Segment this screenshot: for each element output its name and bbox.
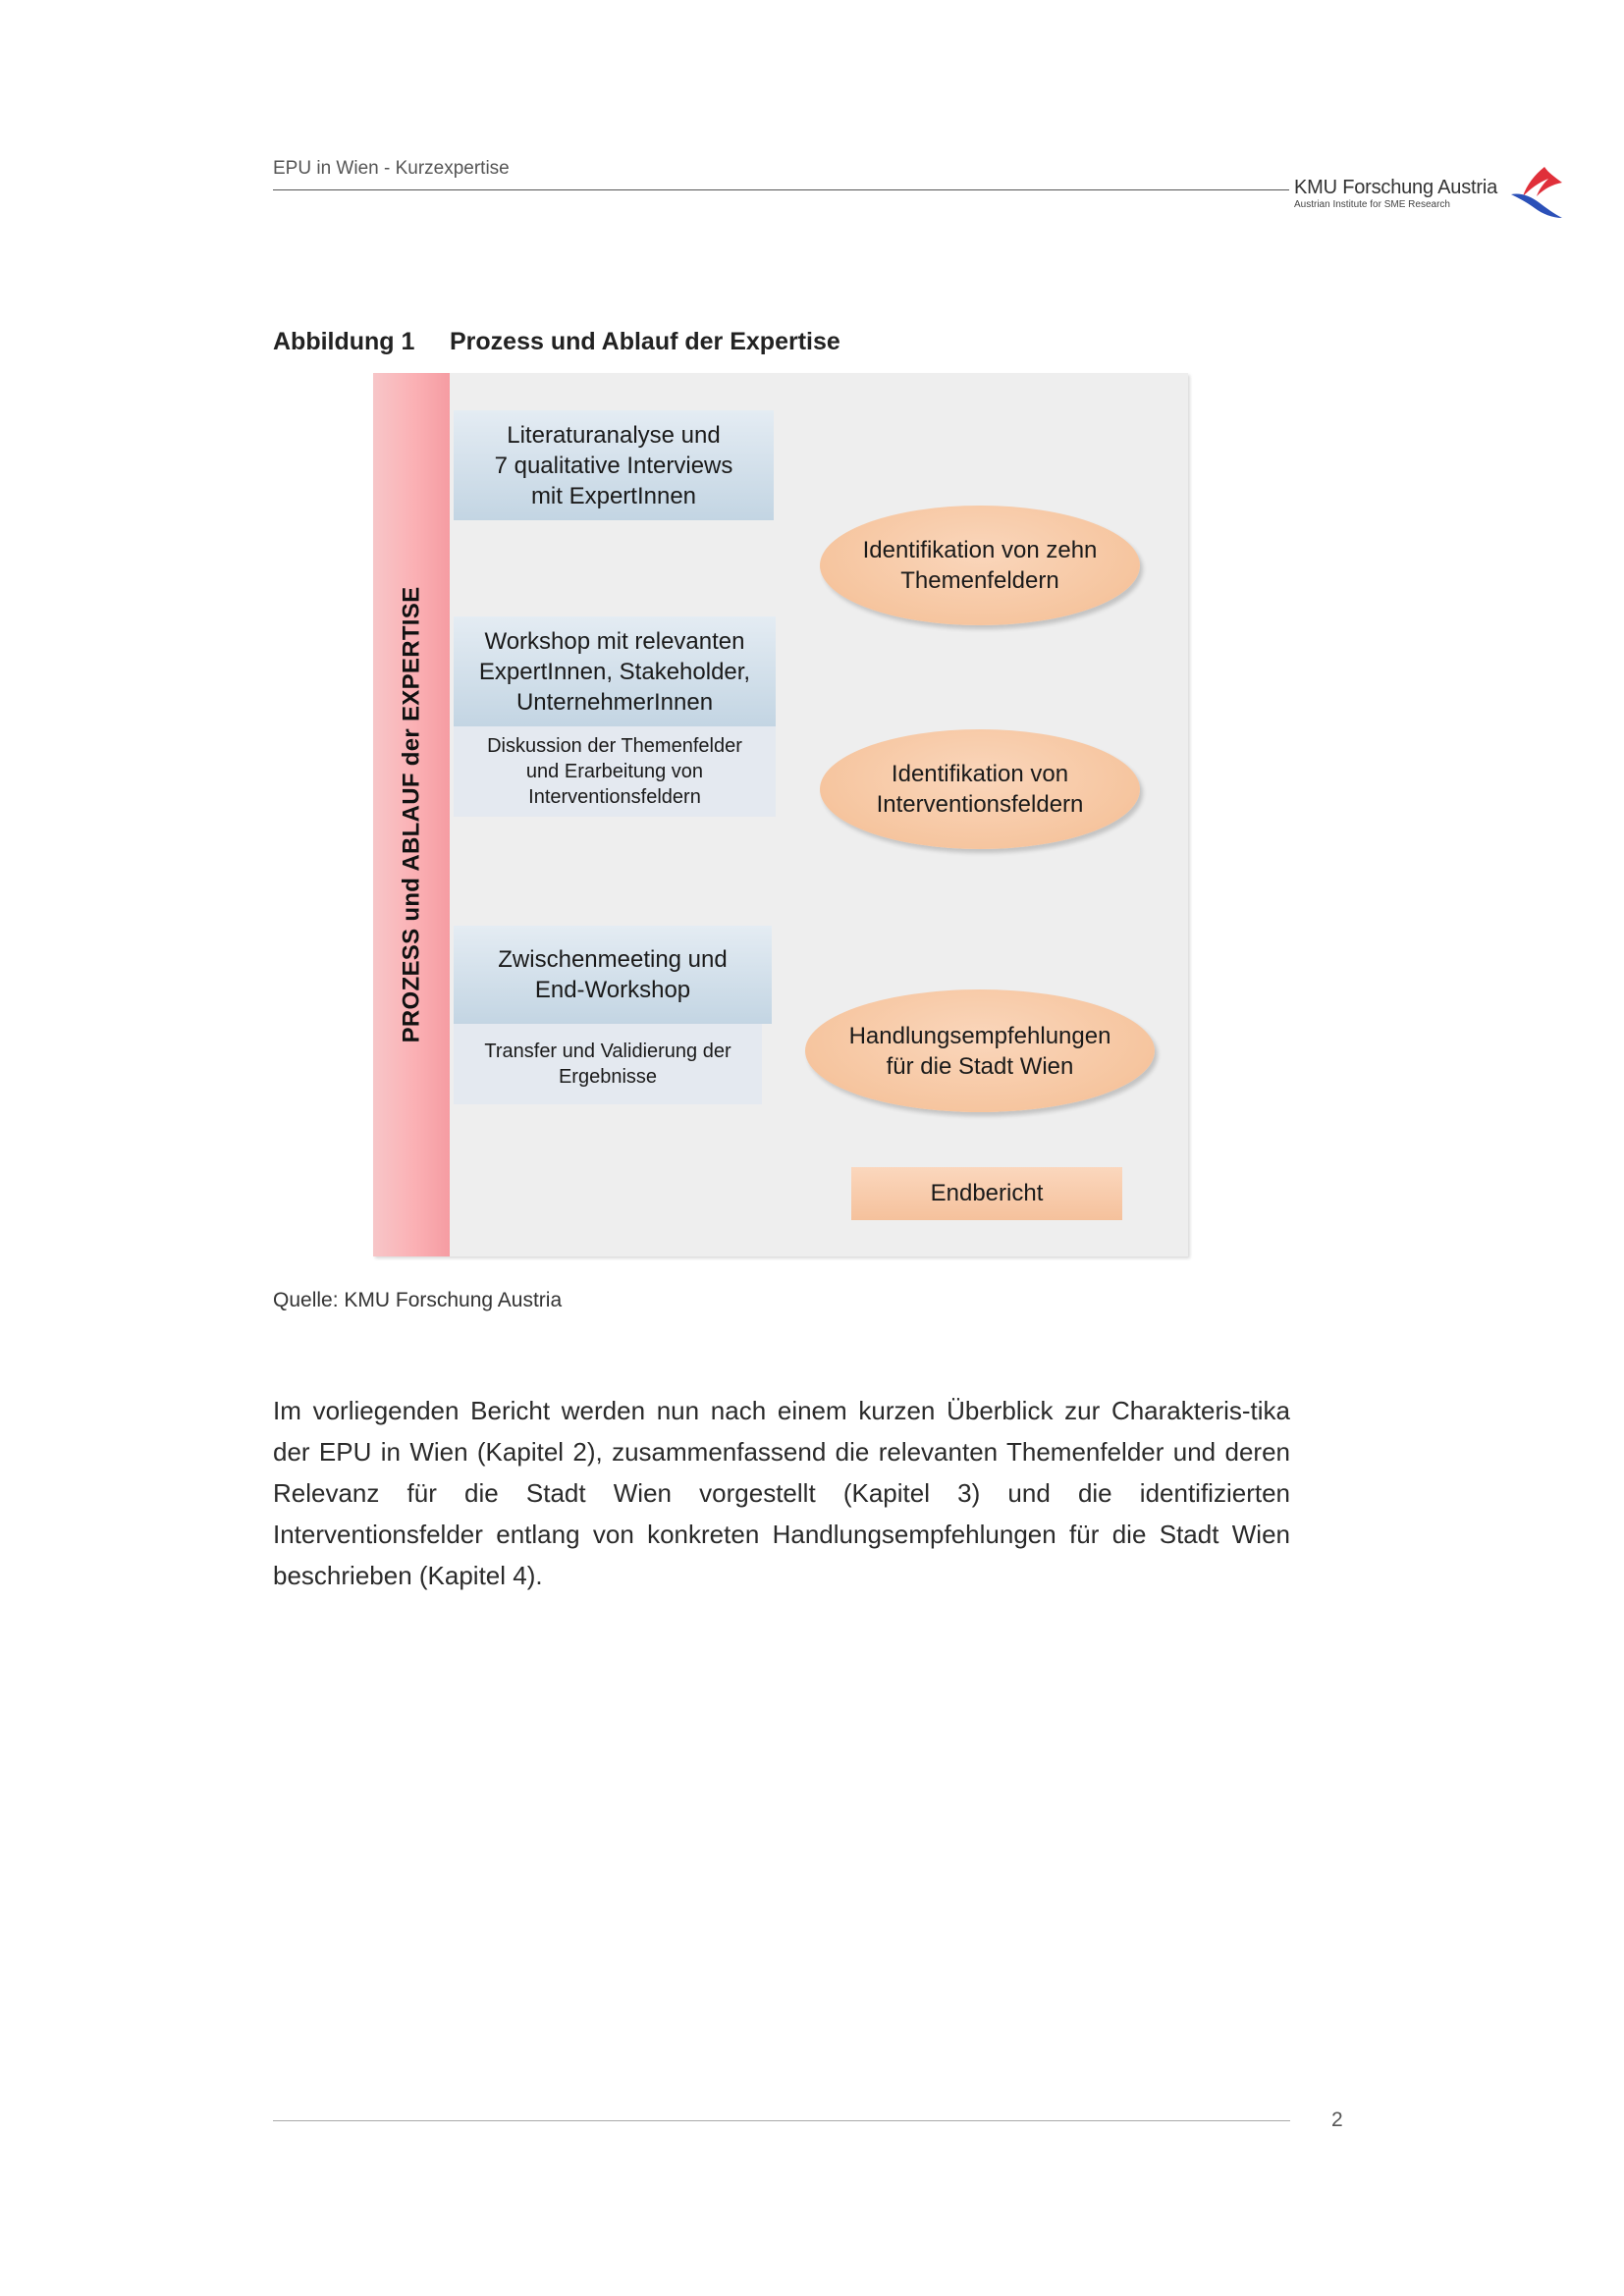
figure-label: Abbildung 1 bbox=[273, 328, 415, 355]
final-report-box bbox=[851, 1167, 1122, 1220]
outcome-themenfelder-oval bbox=[820, 506, 1140, 625]
step-detail-line: Ergebnisse bbox=[558, 1066, 658, 1088]
outcome-line: Interventionsfeldern bbox=[876, 791, 1084, 818]
step-workshop-detail bbox=[454, 726, 776, 817]
step-workshop-box bbox=[454, 616, 776, 726]
header-rule bbox=[273, 189, 1289, 190]
step-meeting-box bbox=[454, 926, 772, 1024]
step-line: Workshop mit relevanten bbox=[484, 627, 745, 655]
step-line: Zwischenmeeting und bbox=[498, 946, 728, 973]
step-detail-line: Diskussion der Themenfelder bbox=[487, 735, 742, 757]
step-line: 7 qualitative Interviews bbox=[494, 452, 733, 479]
step-literature-box bbox=[454, 410, 774, 520]
outcome-line: Themenfeldern bbox=[900, 567, 1059, 594]
footer-rule bbox=[273, 2120, 1290, 2121]
step-line: End-Workshop bbox=[534, 977, 691, 1003]
side-label-text: PROZESS und ABLAUF der EXPERTISE bbox=[398, 586, 425, 1043]
body-paragraph: Im vorliegenden Bericht werden nun nach einem kurzen Überblick zur Charakteris-tika der EPU in Wien (Kapitel 2), zusammenfassend die relevanten Themenfelder und deren Relevanz für die Stadt Wien vorgestellt (Kapitel 3) und die identifizierten Interventionsfelder entlang von konkreten Handlungsempfehlungen für die Stadt Wien beschrieben (Kapitel 4). bbox=[273, 1396, 1290, 1590]
logo-swoosh-icon bbox=[1505, 165, 1564, 220]
logo bbox=[1294, 177, 1497, 210]
step-line: ExpertInnen, Stakeholder, bbox=[478, 658, 751, 685]
step-detail-line: Transfer und Validierung der bbox=[484, 1041, 731, 1062]
logo-subtitle: Austrian Institute for SME Research bbox=[1294, 199, 1450, 210]
step-meeting-detail bbox=[454, 1024, 762, 1104]
outcome-line: für die Stadt Wien bbox=[886, 1052, 1074, 1080]
page-number: 2 bbox=[1331, 2109, 1343, 2131]
step-detail-line: und Erarbeitung von bbox=[525, 761, 704, 782]
outcome-interventionsfelder-oval bbox=[820, 729, 1140, 849]
logo-name: KMU Forschung Austria bbox=[1294, 177, 1497, 198]
outcome-line: Identifikation von zehn bbox=[862, 537, 1098, 563]
step-line: UnternehmerInnen bbox=[515, 688, 714, 716]
step-detail-line: Interventionsfeldern bbox=[528, 786, 701, 808]
final-report-label: Endbericht bbox=[930, 1180, 1044, 1206]
step-line: Literaturanalyse und bbox=[507, 421, 721, 449]
outcome-handlungsempfehlungen-oval bbox=[805, 989, 1155, 1112]
figure-title: Prozess und Ablauf der Expertise bbox=[450, 328, 840, 355]
outcome-line: Identifikation von bbox=[891, 761, 1069, 787]
outcome-line: Handlungsempfehlungen bbox=[848, 1022, 1111, 1049]
header-title: EPU in Wien - Kurzexpertise bbox=[273, 158, 510, 179]
step-line: mit ExpertInnen bbox=[530, 482, 697, 509]
diagram-side-label bbox=[373, 373, 450, 1256]
figure-source: Quelle: KMU Forschung Austria bbox=[273, 1289, 563, 1311]
